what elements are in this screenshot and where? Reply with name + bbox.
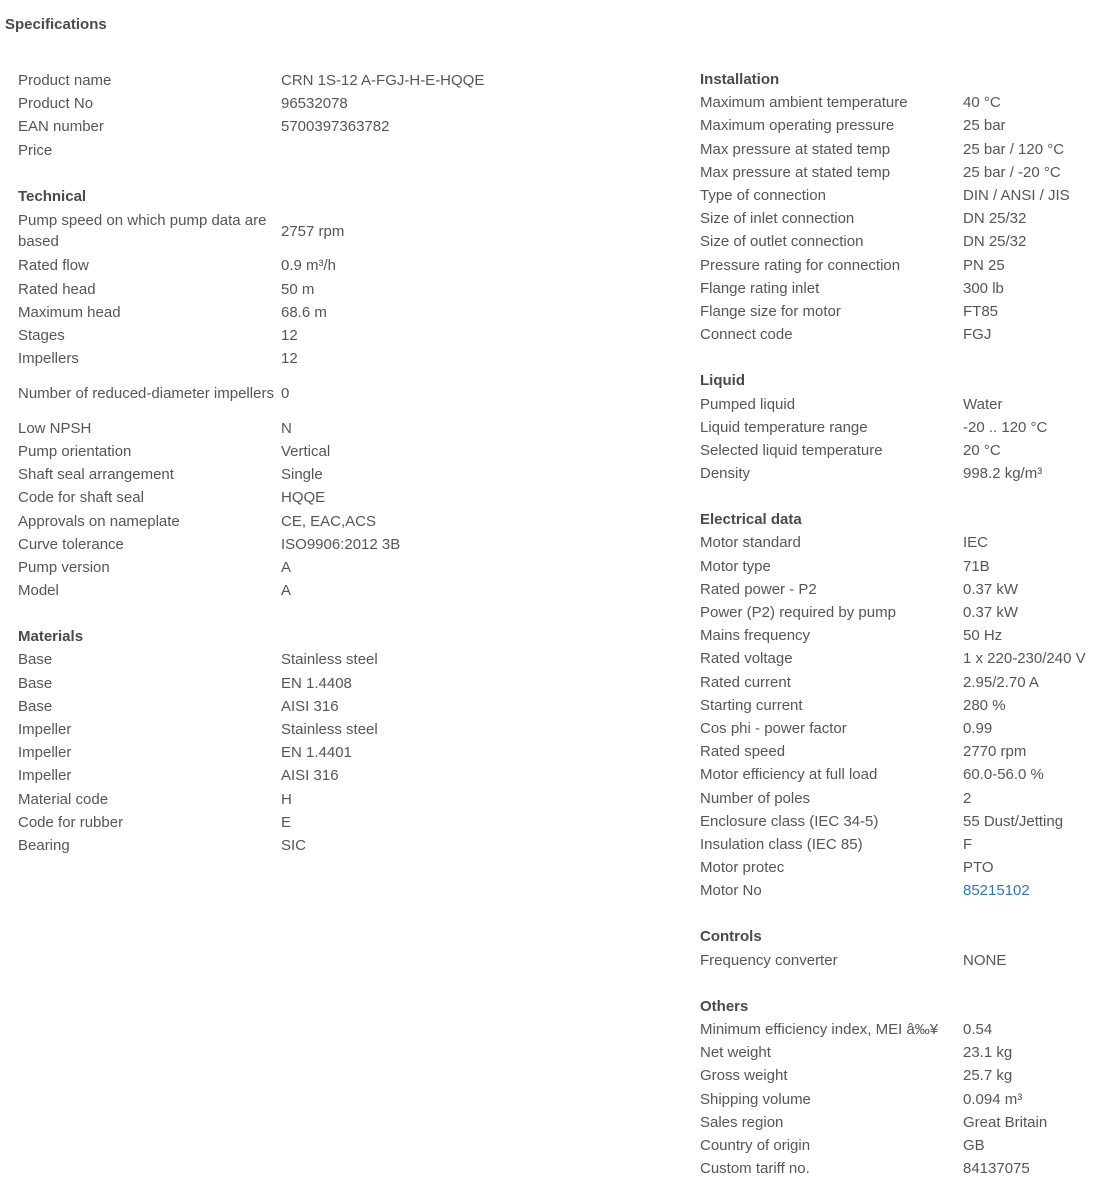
spec-row [18,486,598,509]
spec-row [700,786,1110,809]
spec-section-general [18,69,598,162]
spec-label: Shipping volume [700,1090,811,1108]
spec-value: CRN 1S-12 A-FGJ-H-E-HQQE [281,72,485,90]
spec-row [700,416,1110,439]
spec-label: Stages [18,326,65,344]
spec-value: N [281,419,292,437]
spec-value: 2.95/2.70 A [963,673,1039,691]
spec-label: Pump speed on which pump data are based [18,212,267,251]
spec-label: Shaft seal arrangement [18,466,174,484]
spec-label: Rated head [18,280,96,298]
spec-row [18,695,598,718]
spec-label: Model [18,582,59,600]
spec-value: 12 [281,326,298,344]
spec-value: 0 [281,384,290,402]
spec-row [700,91,1110,114]
spec-value: Stainless steel [281,721,378,738]
spec-row [18,811,598,834]
spec-row [18,417,598,440]
spec-label: Size of outlet connection [700,233,864,251]
spec-label: Flange size for motor [700,302,841,320]
spec-value: HQQE [281,489,326,507]
spec-label: Gross weight [700,1067,788,1085]
spec-row [18,370,598,416]
spec-label: Custom tariff no. [700,1160,810,1178]
spec-value: 0.54 [963,1021,993,1039]
spec-value: FGJ [963,326,992,344]
spec-value: 55 Dust/Jetting [963,812,1064,830]
spec-value: 50 Hz [963,627,1003,645]
spec-label: Base [18,674,53,692]
spec-label: Pump version [18,558,110,576]
spec-value: 2770 rpm [963,743,1027,761]
spec-value: 300 lb [963,279,1004,297]
spec-section-installation [700,68,1110,346]
spec-row [700,1041,1110,1064]
spec-row [18,718,598,741]
spec-value: DIN / ANSI / JIS [963,187,1070,205]
spec-value: 25 bar / -20 °C [963,163,1061,181]
spec-label: Impeller [18,744,72,762]
spec-row [18,741,598,764]
spec-value: DN 25/32 [963,210,1027,228]
page-title: Specifications [5,16,107,33]
spec-label: Size of inlet connection [700,210,855,228]
spec-label: Density [700,465,751,483]
section-title: Technical [18,187,87,205]
spec-value: A [281,582,292,600]
spec-row [18,648,598,671]
spec-label: Country of origin [700,1136,811,1154]
spec-value: 12 [281,350,298,368]
spec-label: Pumped liquid [700,395,796,413]
spec-value: 25 bar / 120 °C [963,140,1065,158]
spec-row [18,556,598,579]
spec-row [18,579,598,602]
spec-value: 20 °C [963,441,1001,459]
spec-label: Rated power - P2 [700,580,817,598]
spec-value: H [281,790,292,808]
spec-row [700,810,1110,833]
spec-section-electrical-data [700,508,1110,902]
spec-label: Low NPSH [18,419,92,437]
spec-row [18,764,598,787]
spec-value: Great Britain [963,1113,1048,1131]
spec-value: 1 x 220-230/240 V [963,650,1086,668]
spec-label: Max pressure at stated temp [700,163,891,181]
spec-row [18,278,598,301]
spec-row [700,1088,1110,1111]
spec-value: 0.094 m³ [963,1090,1023,1108]
spec-row [700,1111,1110,1134]
spec-label: Base [18,697,53,715]
spec-row [700,277,1110,300]
spec-row [700,694,1110,717]
spec-value: Vertical [281,442,331,460]
spec-value: Water [963,395,1003,413]
left-spec-column [18,69,598,857]
spec-row [18,208,598,254]
spec-label: Code for rubber [18,813,124,831]
spec-row [700,879,1110,902]
spec-label: Type of connection [700,187,826,205]
spec-label: Curve tolerance [18,535,124,553]
spec-value: A [281,558,292,576]
spec-value: 5700397363782 [281,118,390,136]
spec-label: Insulation class (IEC 85) [700,835,863,853]
spec-value: 2757 rpm [281,222,345,240]
spec-row [700,254,1110,277]
spec-section-others [700,995,1110,1181]
spec-row [18,254,598,277]
spec-row [700,392,1110,415]
spec-value: 40 °C [963,94,1001,112]
section-title: Installation [700,71,780,88]
spec-row [18,834,598,857]
spec-row [18,347,598,370]
spec-row [700,856,1110,879]
section-title: Controls [700,928,762,946]
spec-label: Product name [18,72,112,90]
spec-label: Mains frequency [700,627,811,645]
spec-label: Rated current [700,673,791,691]
spec-value: E [281,813,292,831]
spec-value: 0.9 m³/h [281,257,337,275]
spec-value: ISO9906:2012 3B [281,535,401,553]
section-title: Liquid [700,372,745,390]
spec-label: Base [18,651,53,669]
spec-row [700,647,1110,670]
spec-row [18,324,598,347]
spec-label: Flange rating inlet [700,279,820,297]
spec-section-technical [18,185,598,602]
spec-row [700,763,1110,786]
spec-value: 25.7 kg [963,1067,1013,1085]
spec-value: 0.37 kW [963,580,1019,598]
spec-row [18,672,598,695]
spec-label: Material code [18,790,109,808]
spec-row [700,833,1110,856]
spec-row [700,1134,1110,1157]
spec-label: Sales region [700,1113,784,1131]
section-title: Others [700,997,749,1015]
spec-value: 998.2 kg/m³ [963,465,1043,483]
spec-label: Impeller [18,721,72,738]
spec-row [18,533,598,556]
spec-value: 60.0-56.0 % [963,766,1044,784]
spec-label: Starting current [700,696,803,714]
spec-row [700,949,1110,972]
spec-row [700,578,1110,601]
spec-value: 23.1 kg [963,1044,1013,1062]
spec-label: Enclosure class (IEC 34-5) [700,812,879,830]
spec-value: AISI 316 [281,767,339,785]
spec-label: Maximum head [18,303,121,321]
spec-value: 280 % [963,696,1006,714]
spec-label: Approvals on nameplate [18,512,180,530]
spec-label: Net weight [700,1044,771,1062]
spec-label: Cos phi - power factor [700,719,847,737]
spec-label: Liquid temperature range [700,418,868,436]
spec-label: Selected liquid temperature [700,441,883,459]
spec-section-controls [700,925,1110,971]
spec-row [700,740,1110,763]
spec-value: 2 [963,789,972,807]
right-spec-column [700,68,1110,1180]
spec-label: Impellers [18,350,79,368]
spec-value: FT85 [963,302,999,320]
spec-row [18,301,598,324]
spec-row [700,138,1110,161]
spec-value: 50 m [281,280,315,298]
spec-label: Code for shaft seal [18,489,144,507]
spec-row [18,139,598,162]
spec-label: Motor No [700,882,762,900]
spec-row [18,440,598,463]
spec-label: Rated speed [700,743,786,761]
spec-row [700,1018,1110,1041]
spec-label: Minimum efficiency index, MEI â‰¥ [700,1021,939,1039]
spec-row [18,509,598,532]
spec-value: 68.6 m [281,303,327,321]
spec-label: Pump orientation [18,442,132,460]
spec-value: DN 25/32 [963,233,1027,251]
spec-row [700,1157,1110,1180]
spec-section-liquid [700,369,1110,485]
spec-value: Single [281,466,323,484]
spec-row [700,323,1110,346]
spec-value: AISI 316 [281,697,339,715]
section-title: Materials [18,628,84,646]
spec-row [700,439,1110,462]
spec-section-materials [18,625,598,857]
spec-label: Rated voltage [700,650,793,668]
spec-row [700,671,1110,694]
spec-value: EN 1.4408 [281,674,352,692]
spec-value: SIC [281,836,307,854]
spec-row [18,463,598,486]
spec-label: Number of reduced-diameter impellers [18,384,274,402]
spec-value: GB [963,1136,985,1154]
spec-row [700,184,1110,207]
spec-row [700,531,1110,554]
spec-row [700,161,1110,184]
spec-value: F [963,835,973,853]
spec-label: Connect code [700,326,793,344]
spec-value: EN 1.4401 [281,744,352,762]
spec-value: 96532078 [281,95,348,113]
spec-label: Pressure rating for connection [700,256,901,274]
spec-label: Number of poles [700,789,811,807]
spec-label: Frequency converter [700,951,838,969]
spec-row [700,230,1110,253]
spec-label: Price [18,141,53,159]
spec-row [700,462,1110,485]
spec-value: NONE [963,951,1007,969]
spec-label: Motor standard [700,534,801,552]
spec-value: CE, EAC,ACS [281,512,377,530]
spec-value: IEC [963,534,989,552]
spec-row [700,555,1110,578]
spec-label: Bearing [18,836,70,854]
spec-row [700,1064,1110,1087]
spec-label: Motor type [700,557,771,575]
spec-row [18,69,598,92]
spec-row [700,114,1110,137]
motor-no-link[interactable]: 85215102 [963,882,1030,900]
spec-label: Impeller [18,767,72,785]
spec-label: Power (P2) required by pump [700,604,896,622]
spec-label: Motor efficiency at full load [700,766,878,784]
spec-row [700,207,1110,230]
spec-value: 71B [963,557,990,575]
spec-value: 25 bar [963,117,1006,135]
spec-label: EAN number [18,118,104,136]
spec-label: Product No [18,95,94,113]
spec-label: Maximum ambient temperature [700,94,908,112]
spec-row [18,92,598,115]
spec-row [700,717,1110,740]
spec-value: 0.99 [963,719,993,737]
spec-value: 84137075 [963,1160,1030,1178]
spec-value: PN 25 [963,256,1005,274]
spec-row [18,787,598,810]
spec-row [700,601,1110,624]
spec-label: Rated flow [18,257,89,275]
spec-value: 0.37 kW [963,604,1019,622]
spec-value: -20 .. 120 °C [963,418,1048,436]
spec-label: Maximum operating pressure [700,117,895,135]
spec-value: PTO [963,859,994,877]
spec-label: Motor protec [700,859,785,877]
section-title: Electrical data [700,511,802,529]
spec-label: Max pressure at stated temp [700,140,891,158]
spec-row [700,624,1110,647]
spec-value: Stainless steel [281,651,378,669]
spec-row [700,300,1110,323]
spec-row [18,115,598,138]
